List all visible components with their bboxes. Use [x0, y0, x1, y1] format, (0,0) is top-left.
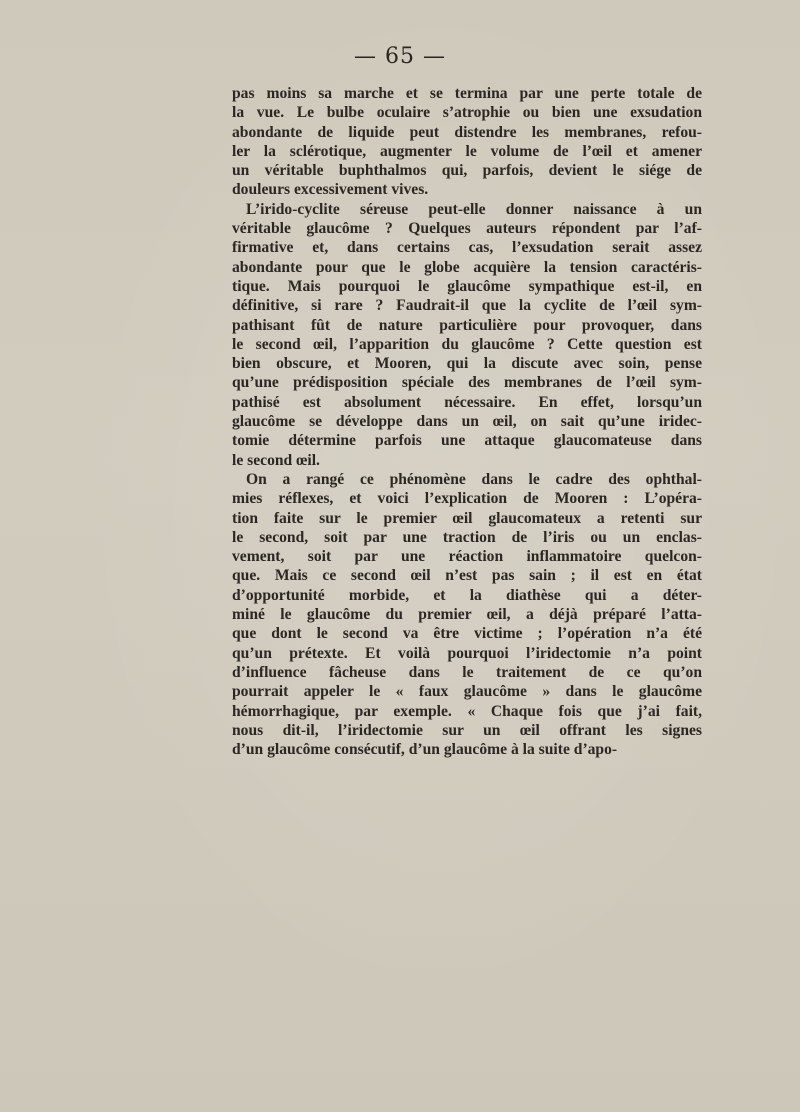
text-line: vement, soit par une réaction inflammatoire quelcon-: [232, 548, 702, 566]
text-line: On a rangé ce phénomène dans le cadre des ophthal-: [246, 470, 702, 488]
text-line: pathisé est absolument nécessaire. En effet, lorsqu’un: [232, 393, 702, 411]
text-line: glaucôme se développe dans un œil, on sait qu’une iridec-: [232, 413, 702, 431]
text-line: L’irido-cyclite séreuse peut-elle donner naissance à un: [246, 200, 702, 218]
text-line: la vue. Le bulbe oculaire s’atrophie ou bien une exsudation: [232, 104, 702, 122]
text-line: hémorrhagique, par exemple. « Chaque fois que j’ai fait,: [232, 702, 702, 720]
text-line: le second œil.: [232, 451, 320, 469]
text-line: bien obscure, et Mooren, qui la discute avec soin, pense: [232, 355, 702, 373]
text-line: le second œil, l’apparition du glaucôme ? Cette question est: [232, 335, 702, 353]
text-line: tomie détermine parfois une attaque glaucomateuse dans: [232, 432, 702, 450]
text-line: le second, soit par une traction de l’iris ou un enclas-: [232, 528, 702, 546]
text-line: un véritable buphthalmos qui, parfois, devient le siége de: [232, 162, 702, 180]
text-line: miné le glaucôme du premier œil, a déjà préparé l’atta-: [232, 606, 702, 624]
text-line: ler la sclérotique, augmenter le volume de l’œil et amener: [232, 142, 702, 160]
text-line: qu’une prédisposition spéciale des membranes de l’œil sym-: [232, 374, 702, 392]
text-line: abondante de liquide peut distendre les membranes, refou-: [232, 123, 702, 141]
text-line: tique. Mais pourquoi le glaucôme sympathique est-il, en: [232, 277, 702, 295]
text-line: abondante pour que le globe acquière la tension caractéris-: [232, 258, 702, 276]
text-line: d’un glaucôme consécutif, d’un glaucôme à la suite d’apo-: [232, 741, 618, 759]
text-line: firmative et, dans certains cas, l’exsudation serait assez: [232, 239, 702, 257]
text-line: douleurs excessivement vives.: [232, 181, 429, 199]
text-line: que dont le second va être victime ; l’opération n’a été: [232, 625, 702, 643]
text-line: tion faite sur le premier œil glaucomateux a retenti sur: [232, 509, 702, 527]
text-line: définitive, si rare ? Faudrait-il que la cyclite de l’œil sym-: [232, 297, 702, 315]
body-text: [232, 84, 702, 759]
text-line: nous dit-il, l’iridectomie sur un œil offrant les signes: [232, 721, 702, 739]
text-line: d’influence fâcheuse dans le traitement de ce qu’on: [232, 663, 702, 681]
text-line: mies réflexes, et voici l’explication de Mooren : L’opéra-: [232, 490, 702, 508]
text-line: qu’un prétexte. Et voilà pourquoi l’iridectomie n’a point: [232, 644, 702, 662]
text-line: pas moins sa marche et se termina par une perte totale de: [232, 85, 702, 102]
text-line: pathisant fût de nature particulière pour provoquer, dans: [232, 316, 702, 334]
text-line: d’opportunité morbide, et la diathèse qui a déter-: [232, 586, 702, 604]
text-line: véritable glaucôme ? Quelques auteurs répondent par l’af-: [232, 220, 702, 238]
page-number: — 65 —: [354, 44, 446, 69]
text-line: que. Mais ce second œil n’est pas sain ; il est en état: [232, 567, 702, 585]
text-line: pourrait appeler le « faux glaucôme » dans le glaucôme: [232, 683, 702, 701]
